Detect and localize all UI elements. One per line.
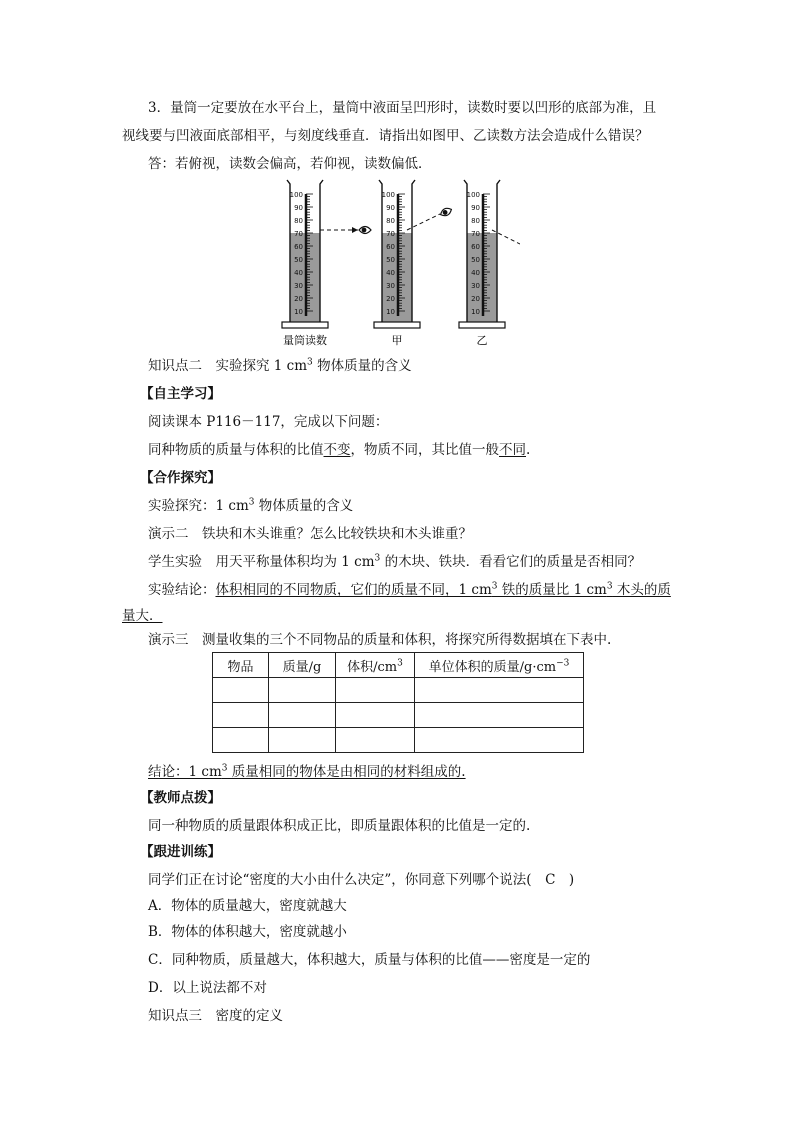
- table-cell[interactable]: [269, 678, 336, 703]
- scale-tick-label: 100: [466, 191, 480, 199]
- table-header-item: 物品: [213, 653, 269, 678]
- option-a: A．物体的质量越大，密度就越大: [148, 898, 347, 914]
- scale-tick-label: 20: [471, 295, 480, 303]
- table-row: [213, 703, 584, 728]
- scale-tick-label: 20: [386, 295, 395, 303]
- scale-tick-label: 90: [386, 204, 395, 212]
- scale-tick-label: 90: [471, 204, 480, 212]
- table-conclusion: 结论：1 $cm^3$ 质量相同的物体是由相同的材料组成的.: [148, 763, 466, 780]
- scale-tick-label: 30: [386, 282, 395, 290]
- cylinder-jia-looking-down: [374, 180, 420, 328]
- student-experiment: 学生实验 用天平称量体积均为 1 $cm^3$ 的木块、铁块．看看它们的质量是否相同？: [148, 553, 642, 570]
- cylinder-base: [374, 322, 420, 328]
- caption-main: 量筒读数: [283, 334, 327, 347]
- scale-tick-label: 80: [471, 217, 480, 225]
- scale-tick-label: 10: [386, 308, 395, 316]
- table-header-mass: 质量/g: [269, 653, 336, 678]
- table-cell[interactable]: [336, 703, 415, 728]
- knowledge-point-2-title: 知识点二 实验探究 1 $cm^3$ 物体质量的含义: [148, 357, 412, 374]
- demo-2: 演示二 铁块和木头谁重？怎么比较铁块和木头谁重？: [148, 526, 472, 542]
- table-header-volume: 体积$/cm^3$: [336, 653, 415, 678]
- scale-tick-label: 90: [294, 204, 303, 212]
- caption-jia: 甲: [391, 334, 403, 347]
- cylinder-reading-correct: [282, 180, 328, 328]
- teacher-tips-heading: 【教师点拨】: [140, 790, 221, 806]
- scale-tick-label: 30: [471, 282, 480, 290]
- demo-3: 演示三 测量收集的三个不同物品的质量和体积，将探究所得数据填在下表中.: [148, 632, 612, 648]
- scale-tick-label: 40: [471, 269, 480, 277]
- scale-tick-label: 60: [294, 243, 303, 251]
- cylinder-base: [459, 322, 505, 328]
- read-instruction: 阅读课本 P116－117，完成以下问题：: [148, 414, 389, 430]
- cooperative-inquiry-heading: 【合作探究】: [140, 470, 221, 486]
- scale-tick-label: 50: [386, 256, 395, 264]
- self-study-statement: 同种物质的质量与体积的比值不变，物质不同，其比值一般不同.: [148, 442, 531, 458]
- table-row: [213, 728, 584, 753]
- option-c: C．同种物质，质量越大，体积越大，质量与体积的比值——密度是一定的: [148, 952, 591, 968]
- scale-tick-label: 70: [386, 230, 395, 238]
- table-cell[interactable]: [269, 703, 336, 728]
- answer-blank-1: 不变: [323, 442, 351, 458]
- scale-tick-label: 100: [289, 191, 303, 199]
- table-cell[interactable]: [415, 728, 584, 753]
- data-table: [212, 652, 584, 753]
- option-b: B．物体的体积越大，密度就越小: [148, 924, 347, 940]
- self-study-heading: 【自主学习】: [140, 386, 221, 402]
- table-cell[interactable]: [336, 728, 415, 753]
- knowledge-point-3-title: 知识点三 密度的定义: [148, 1008, 283, 1024]
- option-d: D．以上说法都不对: [148, 980, 267, 996]
- practice-heading: 【跟进训练】: [140, 844, 221, 860]
- graduated-cylinders-figure: [270, 172, 520, 352]
- scale-tick-label: 80: [294, 217, 303, 225]
- scale-tick-label: 30: [294, 282, 303, 290]
- cylinder-yi-looking-up: [459, 180, 505, 328]
- scale-tick-label: 60: [471, 243, 480, 251]
- question-3-answer: 答：若俯视，读数会偏高，若仰视，读数偏低．: [148, 156, 432, 172]
- table-cell[interactable]: [213, 728, 269, 753]
- table-cell[interactable]: [213, 703, 269, 728]
- table-cell[interactable]: [269, 728, 336, 753]
- eye-level-icon: [359, 227, 371, 234]
- scale-tick-label: 70: [471, 230, 480, 238]
- scale-tick-label: 50: [471, 256, 480, 264]
- table-cell[interactable]: [213, 678, 269, 703]
- scale-tick-label: 40: [294, 269, 303, 277]
- scale-tick-label: 10: [294, 308, 303, 316]
- table-header-mass-per-volume: 单位体积的质量$/g\cdot cm^{-3}$: [415, 653, 584, 678]
- experiment-conclusion-cont: 量大．: [122, 608, 163, 624]
- experiment-conclusion: 实验结论：体积相同的不同物质，它们的质量不同，1 $cm^3$ 铁的质量比 1 $cm^3$ 木头的质: [148, 581, 671, 598]
- scale-tick-label: 80: [386, 217, 395, 225]
- question-3-line-1: 3．量筒一定要放在水平台上，量筒中液面呈凹形时，读数时要以凹形的底部为准，且: [148, 100, 657, 116]
- scale-tick-label: 100: [381, 191, 395, 199]
- practice-question: 同学们正在讨论“密度的大小由什么决定”，你同意下列哪个说法( C ): [148, 872, 575, 888]
- table-cell[interactable]: [336, 678, 415, 703]
- table-row: [213, 678, 584, 703]
- caption-yi: 乙: [476, 334, 488, 347]
- sight-arrow-level: [352, 227, 358, 233]
- table-header-row: [213, 653, 584, 678]
- scale-tick-label: 10: [471, 308, 480, 316]
- table-cell[interactable]: [415, 703, 584, 728]
- experiment-title: 实验探究：1 $cm^3$ 物体质量的含义: [148, 497, 354, 514]
- table-cell[interactable]: [415, 678, 584, 703]
- scale-tick-label: 20: [294, 295, 303, 303]
- scale-tick-label: 70: [294, 230, 303, 238]
- question-3-line-2: 视线要与凹液面底部相平，与刻度线垂直．请指出如图甲、乙读数方法会造成什么错误？: [122, 128, 649, 144]
- eye-jia-icon: [439, 206, 453, 218]
- scale-tick-label: 50: [294, 256, 303, 264]
- teacher-tips-text: 同一种物质的质量跟体积成正比，即质量跟体积的比值是一定的.: [148, 818, 531, 834]
- scale-tick-label: 40: [386, 269, 395, 277]
- scale-tick-label: 60: [386, 243, 395, 251]
- cylinder-base: [282, 322, 328, 328]
- answer-blank-2: 不同: [499, 442, 526, 458]
